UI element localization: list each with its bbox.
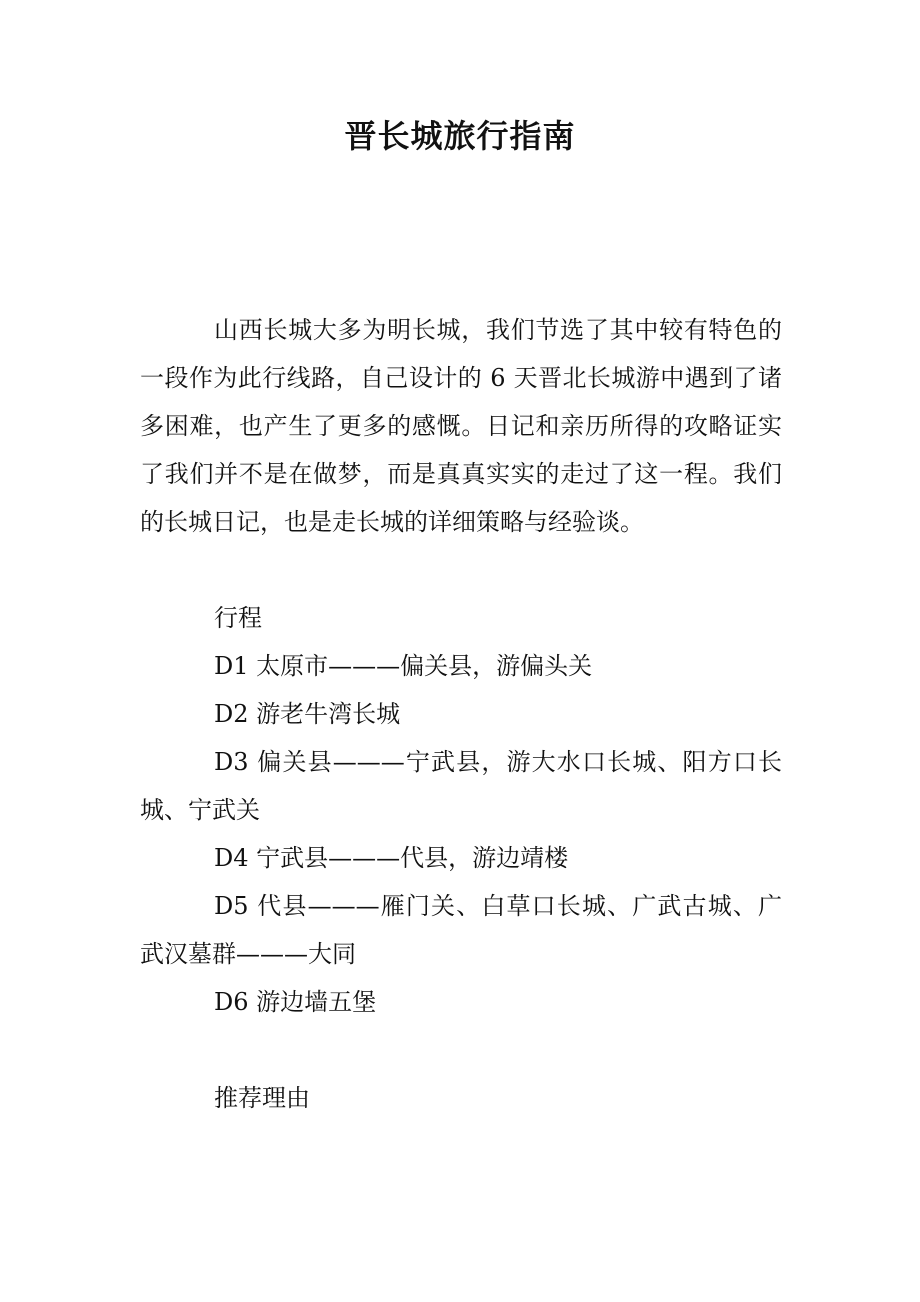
reasons-heading: 推荐理由	[214, 1084, 310, 1112]
itinerary-heading: 行程	[214, 604, 262, 632]
intro-paragraph: 山西长城大多为明长城，我们节选了其中较有特色的一段作为此行线路，自己设计的 6 天晋北长城游中遇到了诸多困难，也产生了更多的感慨。日记和亲历所得的攻略证实了我们并不是在做梦，而是真真实实的走过了这一程。我们的长城日记，也是走长城的详细策略与经验谈。	[140, 316, 782, 536]
itinerary-item: D1 太原市———偏关县，游偏头关	[214, 652, 593, 680]
itinerary-item: D2 游老牛湾长城	[214, 700, 401, 728]
itinerary-item: D4 宁武县———代县，游边靖楼	[214, 844, 569, 872]
itinerary-item: D6 游边墙五堡	[214, 988, 377, 1016]
itinerary-item: D3 偏关县———宁武县，游大水口长城、阳方口长城、宁武关	[140, 748, 782, 824]
itinerary-item: D5 代县———雁门关、白草口长城、广武古城、广武汉墓群———大同	[140, 892, 782, 968]
document-title: 晋长城旅行指南	[344, 117, 576, 155]
